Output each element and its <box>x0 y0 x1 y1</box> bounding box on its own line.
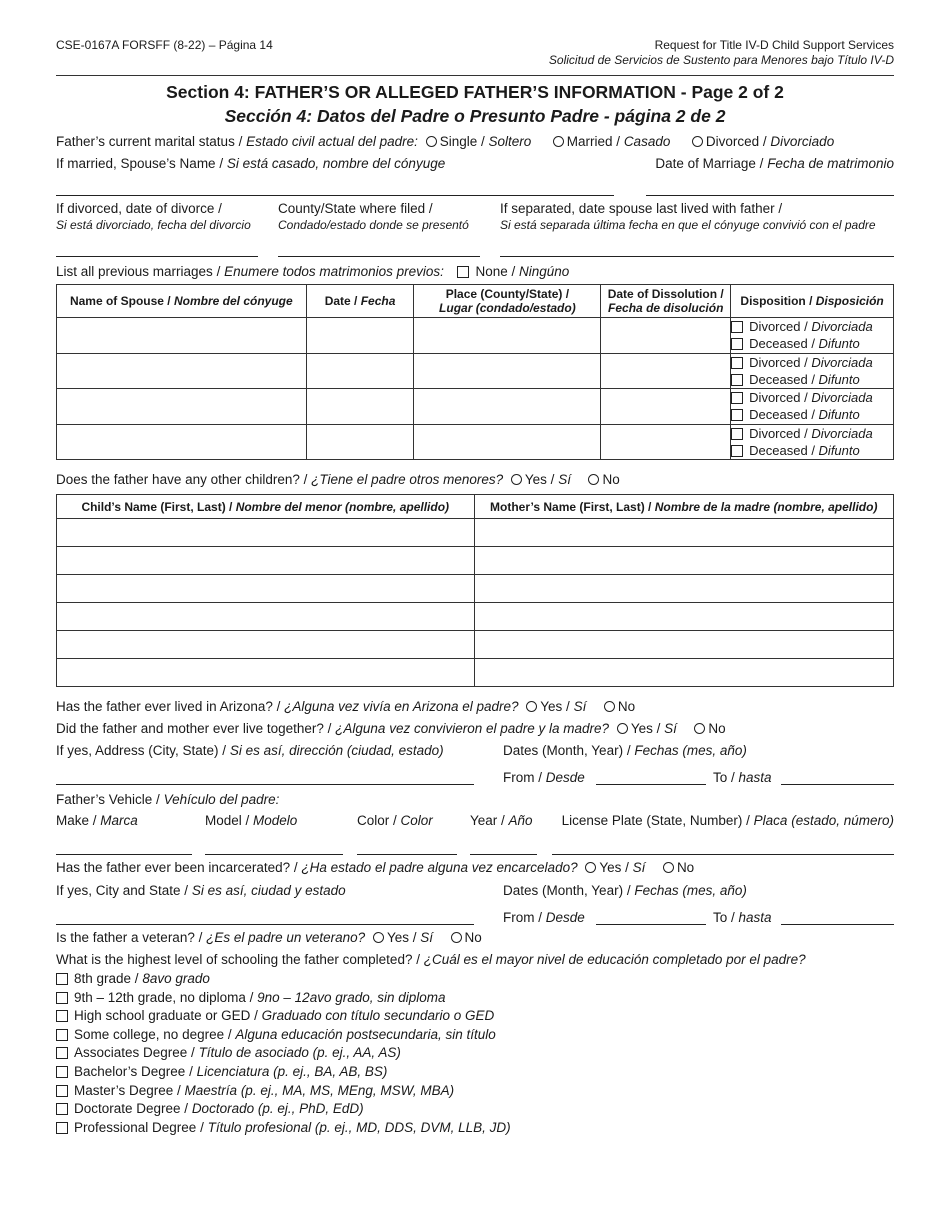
together-yes-label: Yes / Sí <box>630 721 677 736</box>
together-address-field[interactable] <box>56 784 474 785</box>
color-label: Color / Color <box>357 813 433 828</box>
children-no-radio[interactable] <box>588 474 599 485</box>
marriages-table <box>56 284 894 460</box>
table-row <box>57 389 894 425</box>
together-to-field[interactable] <box>781 784 894 785</box>
arizona-yes-label: Yes / Sí <box>540 699 587 714</box>
children-table <box>56 494 894 687</box>
marital-status-row <box>56 134 834 149</box>
col-disposition: Disposition / Disposición <box>731 285 894 318</box>
date-cell[interactable] <box>306 353 414 389</box>
table-row <box>57 603 894 631</box>
education-checkbox[interactable] <box>56 973 68 985</box>
children-table-header <box>57 495 894 519</box>
incarcerated-from-label: From / Desde <box>503 910 585 925</box>
education-question: What is the highest level of schooling the father completed? / ¿Cuál es el mayor nivel de educación completado por el padre? <box>56 952 806 967</box>
veteran-yes-radio[interactable] <box>373 932 384 943</box>
divorced-label: Divorced / Divorciada <box>749 319 873 335</box>
incarcerated-dates-label: Dates (Month, Year) / Fechas (mes, año) <box>503 883 747 898</box>
incarcerated-city-field[interactable] <box>56 924 474 925</box>
education-option[interactable]: Some college, no degree / Alguna educación postsecundaria, sin título <box>56 1026 511 1045</box>
single-radio[interactable] <box>426 136 437 147</box>
marital-status-label: Father’s current marital status / Estado civil actual del padre: <box>56 134 418 149</box>
date-cell[interactable] <box>306 424 414 460</box>
col-place: Place (County/State) / Lugar (condado/estado) <box>414 285 601 318</box>
arizona-question: Has the father ever lived in Arizona? / ¿Alguna vez vivía en Arizona el padre? <box>56 699 519 714</box>
incarcerated-question: Has the father ever been incarcerated? / ¿Ha estado el padre alguna vez encarcelado? <box>56 860 578 875</box>
marriages-table-header <box>57 285 894 318</box>
children-no-label: No <box>602 472 620 487</box>
education-checkbox[interactable] <box>56 1122 68 1134</box>
table-row <box>57 575 894 603</box>
deceased-checkbox[interactable] <box>731 374 743 386</box>
incarcerated-from-field[interactable] <box>596 924 706 925</box>
divorced-radio[interactable] <box>692 136 703 147</box>
disposition-cell <box>731 389 894 425</box>
county-filed-field[interactable] <box>278 256 480 257</box>
child-name-cell[interactable] <box>57 547 475 575</box>
together-no-label: No <box>708 721 726 736</box>
date-cell[interactable] <box>306 318 414 354</box>
table-row <box>57 659 894 687</box>
model-field[interactable] <box>205 854 343 855</box>
deceased-checkbox[interactable] <box>731 338 743 350</box>
veteran-row <box>56 930 482 945</box>
incarcerated-to-label: To / hasta <box>713 910 772 925</box>
make-label: Make / Marca <box>56 813 138 828</box>
together-to-label: To / hasta <box>713 770 772 785</box>
education-checkbox[interactable] <box>56 1010 68 1022</box>
education-option[interactable]: Bachelor’s Degree / Licenciatura (p. ej., BA, AB, BS) <box>56 1063 511 1082</box>
child-name-cell[interactable] <box>57 631 475 659</box>
date-cell[interactable] <box>306 389 414 425</box>
incarcerated-city-label: If yes, City and State / Si es así, ciudad y estado <box>56 883 346 898</box>
divorced-label: Divorced / Divorciada <box>749 390 873 406</box>
mother-name-cell[interactable] <box>474 631 894 659</box>
form-title <box>549 38 894 68</box>
mother-name-cell[interactable] <box>474 603 894 631</box>
children-yes-label: Yes / Sí <box>524 472 571 487</box>
divorced-checkbox[interactable] <box>731 428 743 440</box>
dissolution-cell[interactable] <box>601 424 731 460</box>
table-row <box>57 424 894 460</box>
single-label: Single / Soltero <box>439 134 532 149</box>
divorce-date-field[interactable] <box>56 256 258 257</box>
education-option[interactable]: High school graduate or GED / Graduado con título secundario o GED <box>56 1007 511 1026</box>
table-row <box>57 353 894 389</box>
place-cell[interactable] <box>414 424 601 460</box>
vehicle-label: Father’s Vehicle / Vehículo del padre: <box>56 792 280 807</box>
place-cell[interactable] <box>414 318 601 354</box>
education-option[interactable]: Doctorate Degree / Doctorado (p. ej., PhD, EdD) <box>56 1100 511 1119</box>
incarcerated-yes-label: Yes / Sí <box>599 860 646 875</box>
spouse-name-label: If married, Spouse’s Name / Si está casado, nombre del cónyuge <box>56 156 446 171</box>
child-name-cell[interactable] <box>57 659 475 687</box>
incarcerated-no-radio[interactable] <box>663 862 674 873</box>
spouse-name-field[interactable] <box>56 195 614 196</box>
place-cell[interactable] <box>414 389 601 425</box>
education-checkbox[interactable] <box>56 1029 68 1041</box>
section-title-en: Section 4: FATHER’S OR ALLEGED FATHER’S INFORMATION - Page 2 of 2 <box>166 82 784 102</box>
col-child-name: Child’s Name (First, Last) / Nombre del menor (nombre, apellido) <box>57 495 475 519</box>
disposition-cell <box>731 424 894 460</box>
education-checkbox[interactable] <box>56 992 68 1004</box>
model-label: Model / Modelo <box>205 813 298 828</box>
divorce-date-label: If divorced, date of divorce / Si está divorciado, fecha del divorcio <box>56 201 251 232</box>
veteran-question: Is the father a veteran? / ¿Es el padre un veterano? <box>56 930 366 945</box>
education-options <box>56 970 511 1137</box>
year-field[interactable] <box>470 854 537 855</box>
separated-date-label: If separated, date spouse last lived with father / Si está separada última fecha en que el cónyuge convivió con el padre <box>500 201 876 232</box>
incarcerated-to-field[interactable] <box>781 924 894 925</box>
education-checkbox[interactable] <box>56 1066 68 1078</box>
plate-field[interactable] <box>552 854 894 855</box>
education-option[interactable]: 8th grade / 8avo grado <box>56 970 511 989</box>
spouse-name-cell[interactable] <box>57 318 307 354</box>
divorced-checkbox[interactable] <box>731 392 743 404</box>
table-row <box>57 631 894 659</box>
divorced-checkbox[interactable] <box>731 321 743 333</box>
make-field[interactable] <box>56 854 192 855</box>
education-option[interactable]: 9th – 12th grade, no diploma / 9no – 12avo grado, sin diploma <box>56 989 511 1008</box>
disposition-cell <box>731 318 894 354</box>
together-no-radio[interactable] <box>694 723 705 734</box>
married-label: Married / Casado <box>566 134 671 149</box>
children-yes-radio[interactable] <box>511 474 522 485</box>
table-row <box>57 519 894 547</box>
divorced-label: Divorced / Divorciada <box>749 354 873 370</box>
deceased-checkbox[interactable] <box>731 409 743 421</box>
deceased-label: Deceased / Difunto <box>749 371 860 387</box>
spouse-name-cell[interactable] <box>57 424 307 460</box>
col-spouse-name: Name of Spouse / Nombre del cónyuge <box>57 285 307 318</box>
child-name-cell[interactable] <box>57 575 475 603</box>
education-checkbox[interactable] <box>56 1047 68 1059</box>
other-children-question: Does the father have any other children? / ¿Tiene el padre otros menores? <box>56 472 504 487</box>
together-address-label: If yes, Address (City, State) / Si es así, dirección (ciudad, estado) <box>56 743 444 758</box>
veteran-no-radio[interactable] <box>451 932 462 943</box>
form-title-en: Request for Title IV-D Child Support Services <box>654 38 894 52</box>
separated-date-field[interactable] <box>500 256 894 257</box>
previous-marriages-row <box>56 264 569 279</box>
dissolution-cell[interactable] <box>601 389 731 425</box>
mother-name-cell[interactable] <box>474 547 894 575</box>
spouse-name-cell[interactable] <box>57 353 307 389</box>
table-row <box>57 318 894 354</box>
divorced-checkbox[interactable] <box>731 357 743 369</box>
mother-name-cell[interactable] <box>474 575 894 603</box>
together-dates-label: Dates (Month, Year) / Fechas (mes, año) <box>503 743 747 758</box>
form-title-es: Solicitud de Servicios de Sustento para Menores bajo Título IV-D <box>548 53 894 67</box>
education-option[interactable]: Master’s Degree / Maestría (p. ej., MA, MS, MEng, MSW, MBA) <box>56 1082 511 1101</box>
table-row <box>57 547 894 575</box>
incarcerated-yes-radio[interactable] <box>585 862 596 873</box>
mother-name-cell[interactable] <box>474 659 894 687</box>
child-name-cell[interactable] <box>57 519 475 547</box>
form-id: CSE-0167A FORSFF (8-22) – Página 14 <box>56 38 273 52</box>
veteran-yes-label: Yes / Sí <box>386 930 434 945</box>
none-checkbox[interactable] <box>457 266 469 278</box>
arizona-row <box>56 699 635 714</box>
dissolution-cell[interactable] <box>601 318 731 354</box>
arizona-no-radio[interactable] <box>604 701 615 712</box>
col-date: Date / Fecha <box>306 285 414 318</box>
together-from-field[interactable] <box>596 784 706 785</box>
marriage-date-field[interactable] <box>646 195 894 196</box>
year-label: Year / Año <box>470 813 533 828</box>
spouse-name-cell[interactable] <box>57 389 307 425</box>
veteran-no-label: No <box>464 930 482 945</box>
deceased-label: Deceased / Difunto <box>749 336 860 352</box>
arizona-no-label: No <box>617 699 636 714</box>
lived-together-question: Did the father and mother ever live together? / ¿Alguna vez convivieron el padre y la madre? <box>56 721 610 736</box>
incarcerated-row <box>56 860 694 875</box>
marriage-date-label: Date of Marriage / Fecha de matrimonio <box>655 156 894 171</box>
divorced-label: Divorced / Divorciada <box>749 425 873 441</box>
lived-together-row <box>56 721 726 736</box>
header-divider <box>56 75 894 76</box>
previous-marriages-label: List all previous marriages / Enumere todos matrimonios previos: <box>56 264 444 279</box>
other-children-row <box>56 472 620 487</box>
plate-label: License Plate (State, Number) / Placa (estado, número) <box>561 813 894 828</box>
col-mother-name: Mother’s Name (First, Last) / Nombre de la madre (nombre, apellido) <box>474 495 894 519</box>
none-label: None / Ningúno <box>475 264 570 279</box>
married-radio[interactable] <box>553 136 564 147</box>
deceased-checkbox[interactable] <box>731 445 743 457</box>
dissolution-cell[interactable] <box>601 353 731 389</box>
section-title-es: Sección 4: Datos del Padre o Presunto Padre - página 2 de 2 <box>224 106 726 126</box>
education-checkbox[interactable] <box>56 1085 68 1097</box>
mother-name-cell[interactable] <box>474 519 894 547</box>
together-yes-radio[interactable] <box>617 723 628 734</box>
place-cell[interactable] <box>414 353 601 389</box>
col-dissolution: Date of Dissolution / Fecha de disolución <box>601 285 731 318</box>
education-option[interactable]: Professional Degree / Título profesional (p. ej., MD, DDS, DVM, LLB, JD) <box>56 1119 511 1138</box>
education-option[interactable]: Associates Degree / Título de asociado (p. ej., AA, AS) <box>56 1044 511 1063</box>
child-name-cell[interactable] <box>57 603 475 631</box>
incarcerated-no-label: No <box>676 860 695 875</box>
county-filed-label: County/State where filed / Condado/estado donde se presentó <box>278 201 469 232</box>
deceased-label: Deceased / Difunto <box>749 407 860 423</box>
together-from-label: From / Desde <box>503 770 585 785</box>
color-field[interactable] <box>357 854 457 855</box>
arizona-yes-radio[interactable] <box>526 701 537 712</box>
education-checkbox[interactable] <box>56 1103 68 1115</box>
divorced-label: Divorced / Divorciado <box>705 134 835 149</box>
deceased-label: Deceased / Difunto <box>749 442 860 458</box>
disposition-cell <box>731 353 894 389</box>
